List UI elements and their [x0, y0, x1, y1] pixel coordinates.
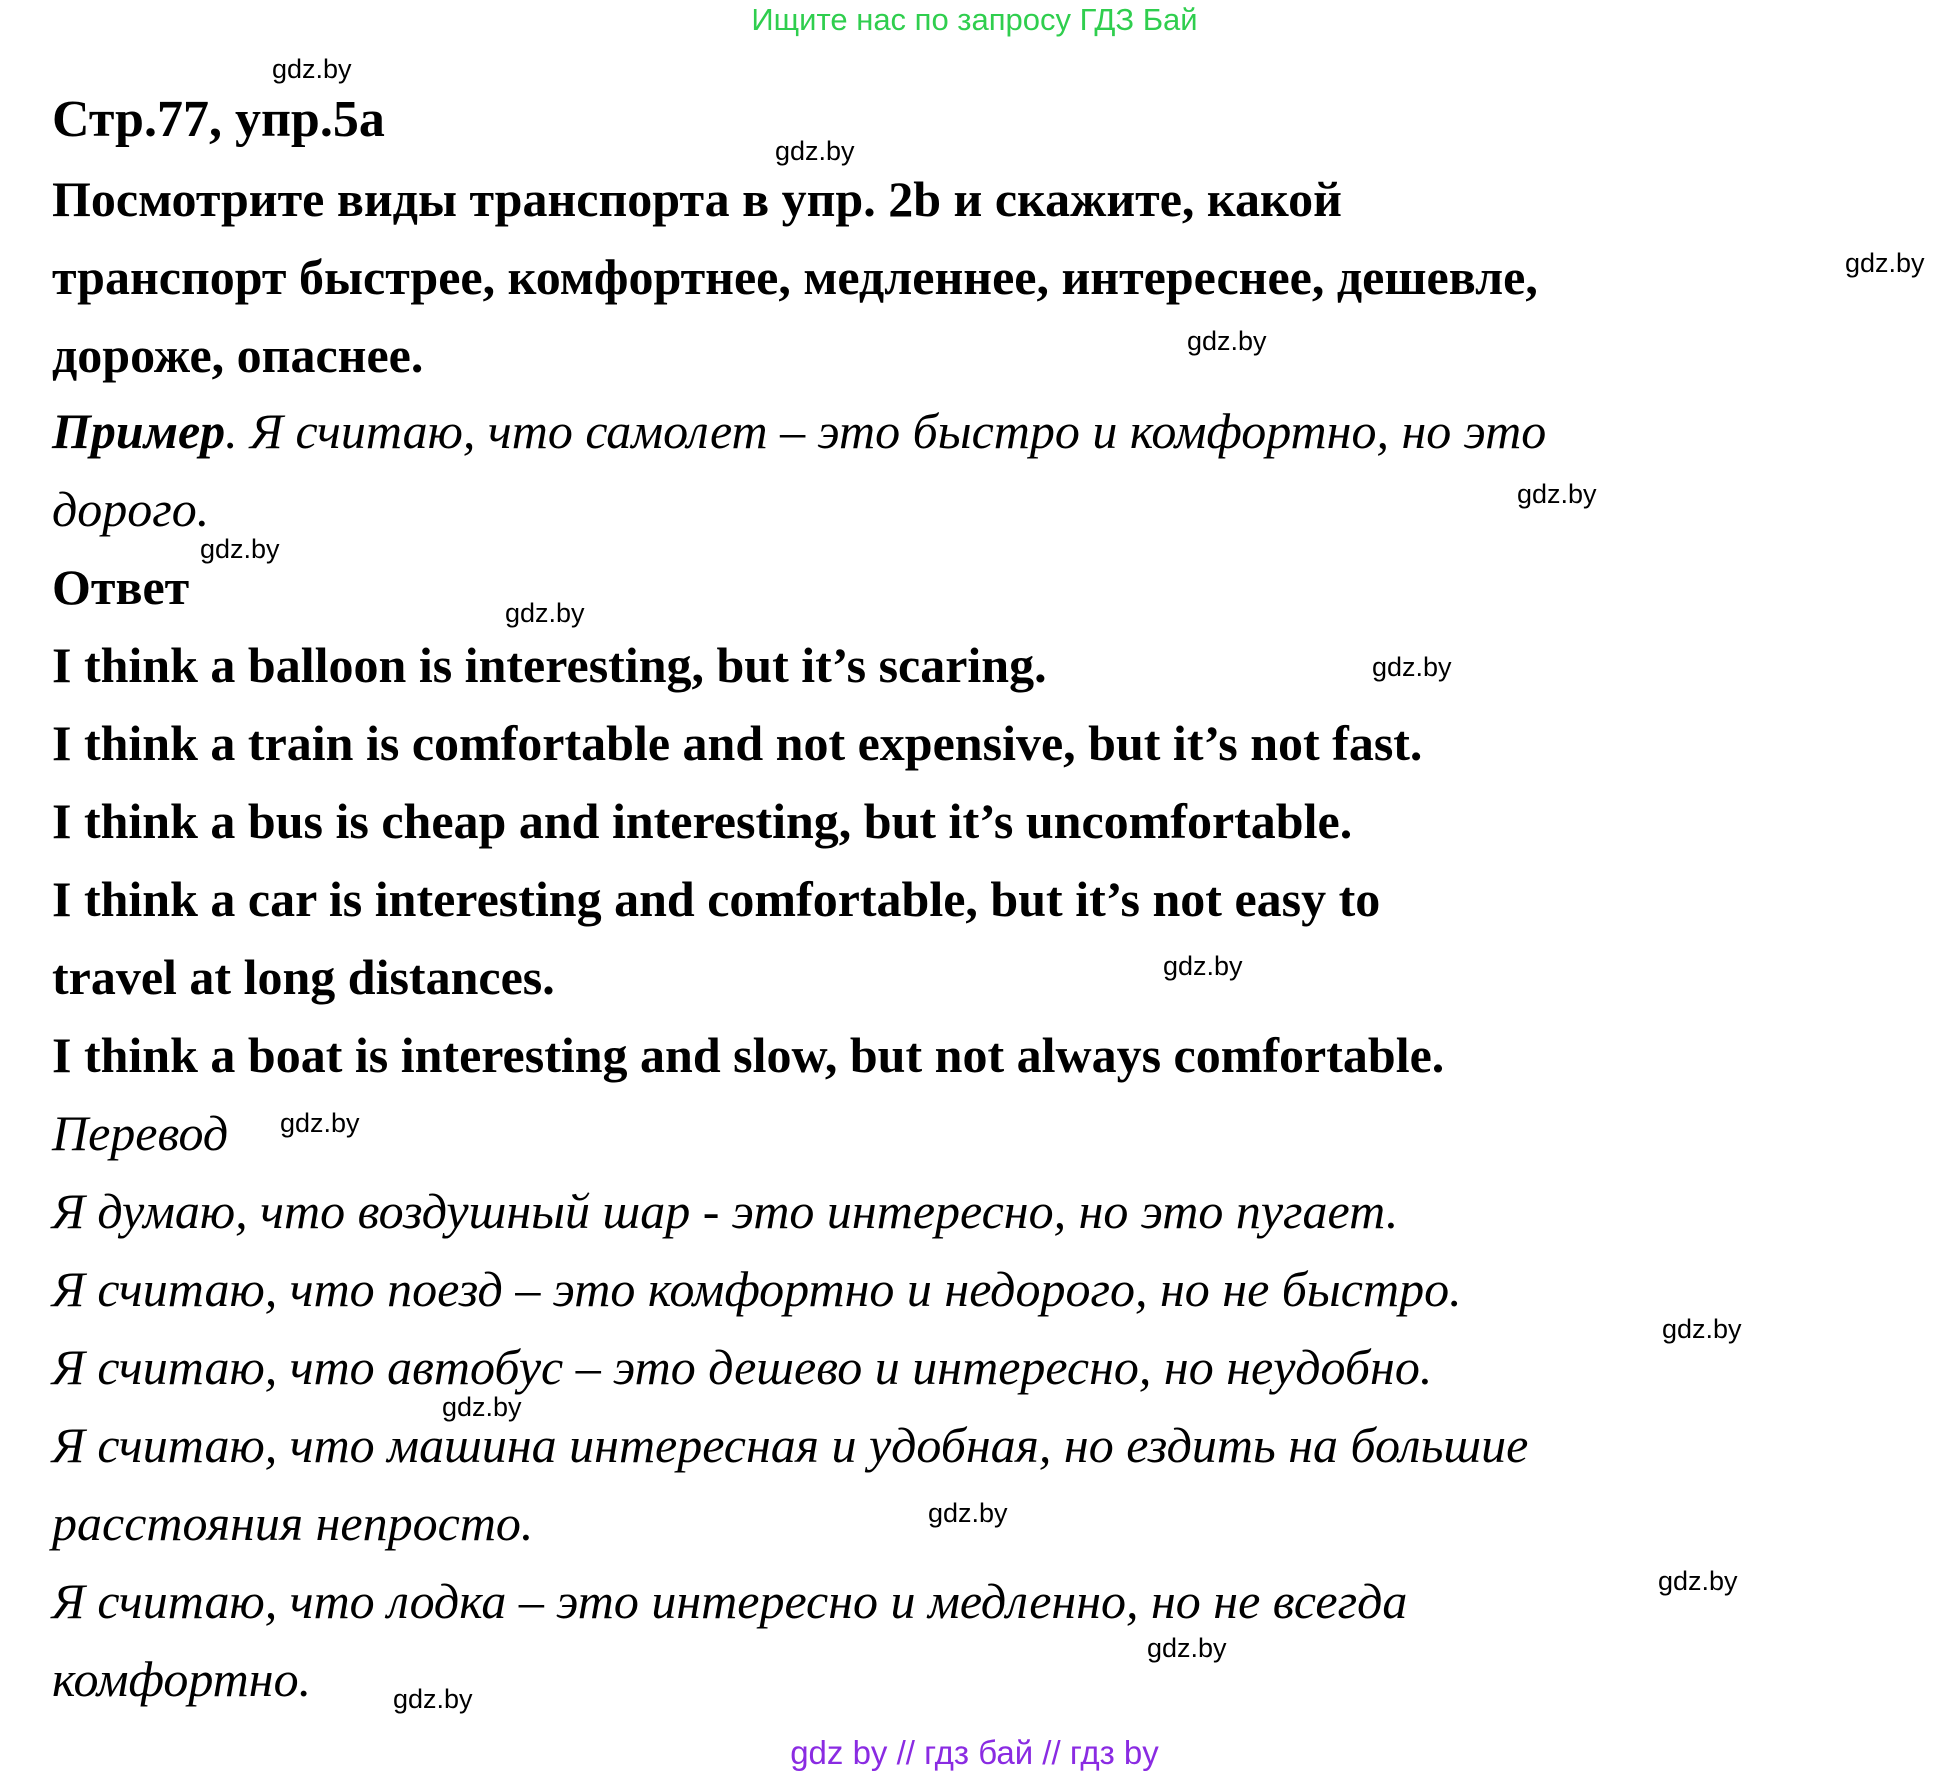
translation-line-1: Я думаю, что воздушный шар - это интересно, но это пугает.	[52, 1183, 1399, 1239]
watermark: gdz.by	[272, 54, 352, 84]
watermark: gdz.by	[928, 1498, 1008, 1528]
translation-line-2: Я считаю, что поезд – это комфортно и недорого, но не быстро.	[52, 1261, 1462, 1317]
answer-line-1: I think a balloon is interesting, but it’s scaring.	[52, 637, 1047, 693]
translation-line-5: расстояния непросто.	[52, 1495, 534, 1551]
page-title: Стр.77, упр.5а	[52, 91, 385, 148]
watermark: gdz.by	[505, 598, 585, 628]
task-line-2: транспорт быстрее, комфортнее, медленнее, интереснее, дешевле,	[52, 249, 1538, 305]
watermark: gdz.by	[442, 1392, 522, 1422]
watermark: gdz.by	[1662, 1314, 1742, 1344]
answer-heading: Ответ	[52, 559, 190, 615]
task-line-3: дороже, опаснее.	[52, 327, 424, 383]
watermark: gdz.by	[1187, 326, 1267, 356]
example-line-1	[52, 402, 1546, 460]
watermark: gdz.by	[393, 1684, 473, 1714]
example-text: . Я считаю, что самолет – это быстро и комфортно, но это	[225, 403, 1547, 459]
watermark: gdz.by	[775, 136, 855, 166]
task-line-1: Посмотрите виды транспорта в упр. 2b и скажите, какой	[52, 171, 1342, 227]
example-label: Пример	[52, 403, 226, 459]
example-line-2: дорого.	[52, 481, 210, 537]
translation-line-3: Я считаю, что автобус – это дешево и интересно, но неудобно.	[52, 1339, 1433, 1395]
answer-line-6: I think a boat is interesting and slow, but not always comfortable.	[52, 1027, 1445, 1083]
watermark: gdz.by	[1517, 479, 1597, 509]
translation-line-6: Я считаю, что лодка – это интересно и медленно, но не всегда	[52, 1573, 1408, 1629]
watermark: gdz.by	[1845, 248, 1925, 278]
watermark: gdz.by	[1147, 1633, 1227, 1663]
answer-line-3: I think a bus is cheap and interesting, but it’s uncomfortable.	[52, 793, 1353, 849]
top-banner: Ищите нас по запросу ГДЗ Бай	[751, 2, 1198, 37]
translation-heading: Перевод	[52, 1105, 229, 1161]
answer-line-2: I think a train is comfortable and not expensive, but it’s not fast.	[52, 715, 1423, 771]
watermark: gdz.by	[1372, 652, 1452, 682]
watermark: gdz.by	[280, 1108, 360, 1138]
watermark: gdz.by	[1163, 951, 1243, 981]
translation-line-7: комфортно.	[52, 1651, 312, 1707]
translation-line-4: Я считаю, что машина интересная и удобная, но ездить на большие	[52, 1417, 1529, 1473]
watermark: gdz.by	[200, 534, 280, 564]
answer-line-5: travel at long distances.	[52, 949, 555, 1005]
answer-line-4: I think a car is interesting and comfortable, but it’s not easy to	[52, 871, 1381, 927]
watermark: gdz.by	[1658, 1566, 1738, 1596]
footer-links: gdz by // гдз бай // гдз by	[790, 1734, 1159, 1771]
